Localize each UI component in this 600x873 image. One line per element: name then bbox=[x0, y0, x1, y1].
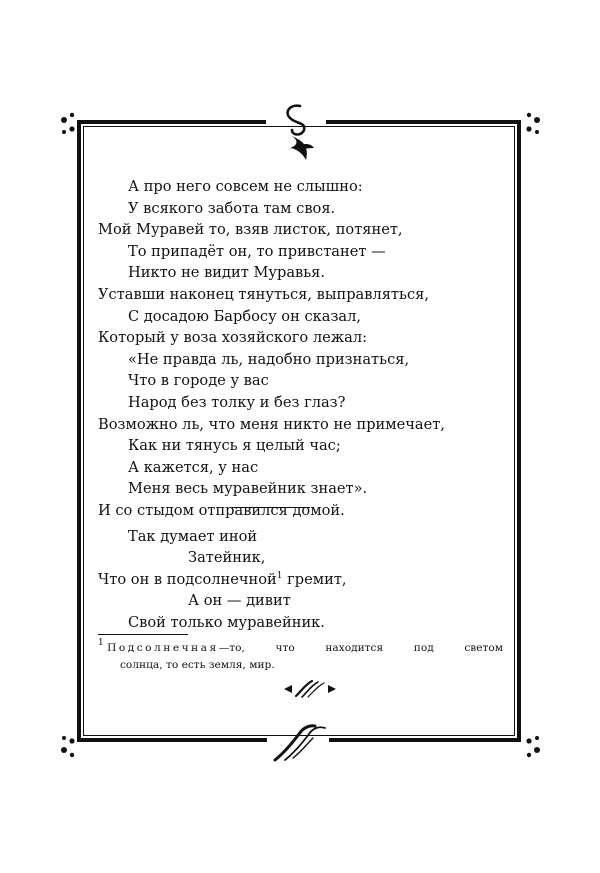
footnote-word: находится bbox=[325, 642, 384, 654]
footnote-marker: 1 bbox=[98, 638, 104, 648]
verse-lines bbox=[98, 176, 518, 522]
moral-line: Свой только муравейник. bbox=[128, 613, 325, 631]
moral-line: А он — дивит bbox=[188, 592, 291, 610]
verse-line: Как ни тянусь я целый час; bbox=[128, 437, 341, 455]
footnote-line: солнца, то есть земля, мир. bbox=[120, 659, 275, 671]
footnote-word: что bbox=[275, 642, 295, 654]
ornament-top-right-icon bbox=[503, 110, 543, 140]
verse-line: То припадёт он, то привстанет — bbox=[128, 242, 386, 260]
section-divider bbox=[232, 507, 310, 508]
top-flourish-icon bbox=[266, 100, 326, 170]
footnote-word: то, bbox=[229, 642, 245, 654]
ornament-bottom-left-icon bbox=[58, 730, 98, 760]
verse-line: И со стыдом отправился домой. bbox=[98, 501, 345, 519]
verse-line: Народ без толку и без глаз? bbox=[128, 393, 346, 411]
verse-line: Возможно ль, что меня никто не примечает, bbox=[98, 415, 445, 433]
verse-line: Никто не видит Муравья. bbox=[128, 264, 326, 282]
moral-line bbox=[98, 569, 518, 590]
verse-line: А кажется, у нас bbox=[128, 458, 259, 476]
verse-line: Меня весь муравейник знает». bbox=[128, 480, 368, 498]
moral-text: гремит, bbox=[282, 570, 347, 588]
verse-line: С досадою Барбосу он сказал, bbox=[128, 307, 362, 325]
footnote-head bbox=[98, 640, 245, 657]
footnote bbox=[98, 640, 503, 674]
verse-line: У всякого забота там своя. bbox=[128, 199, 336, 217]
moral-line: Так думает иной bbox=[128, 528, 258, 545]
footnote-line bbox=[98, 640, 503, 657]
footnote-word: светом bbox=[464, 642, 503, 654]
tailpiece-ornament-icon bbox=[282, 678, 338, 700]
verse-line: Мой Муравей то, взяв листок, потянет, bbox=[98, 221, 403, 239]
bottom-flourish-icon bbox=[263, 722, 333, 764]
ornament-bottom-right-icon bbox=[503, 730, 543, 760]
ornament-top-left-icon bbox=[58, 110, 98, 140]
verse-line: Что в городе у вас bbox=[128, 372, 269, 390]
footnote-dash: — bbox=[218, 642, 230, 654]
verse-line: Уставши наконец тянуться, выправляться, bbox=[98, 285, 429, 303]
verse-line: «Не правда ль, надобно признаться, bbox=[128, 350, 410, 368]
footnote-word: под bbox=[413, 642, 434, 654]
moral-text: Что он в подсолнечной bbox=[98, 570, 277, 588]
footnote-rule bbox=[98, 634, 188, 635]
footnote-reference: 1 bbox=[276, 570, 283, 581]
footnote-term: Подсолнечная bbox=[107, 642, 219, 654]
verse-line: А про него совсем не слышно: bbox=[128, 178, 363, 195]
verse-line: Который у воза хозяйского лежал: bbox=[98, 329, 368, 347]
moral-line: Затейник, bbox=[188, 549, 266, 567]
poem-moral bbox=[98, 526, 518, 633]
poem-verse bbox=[98, 176, 518, 522]
